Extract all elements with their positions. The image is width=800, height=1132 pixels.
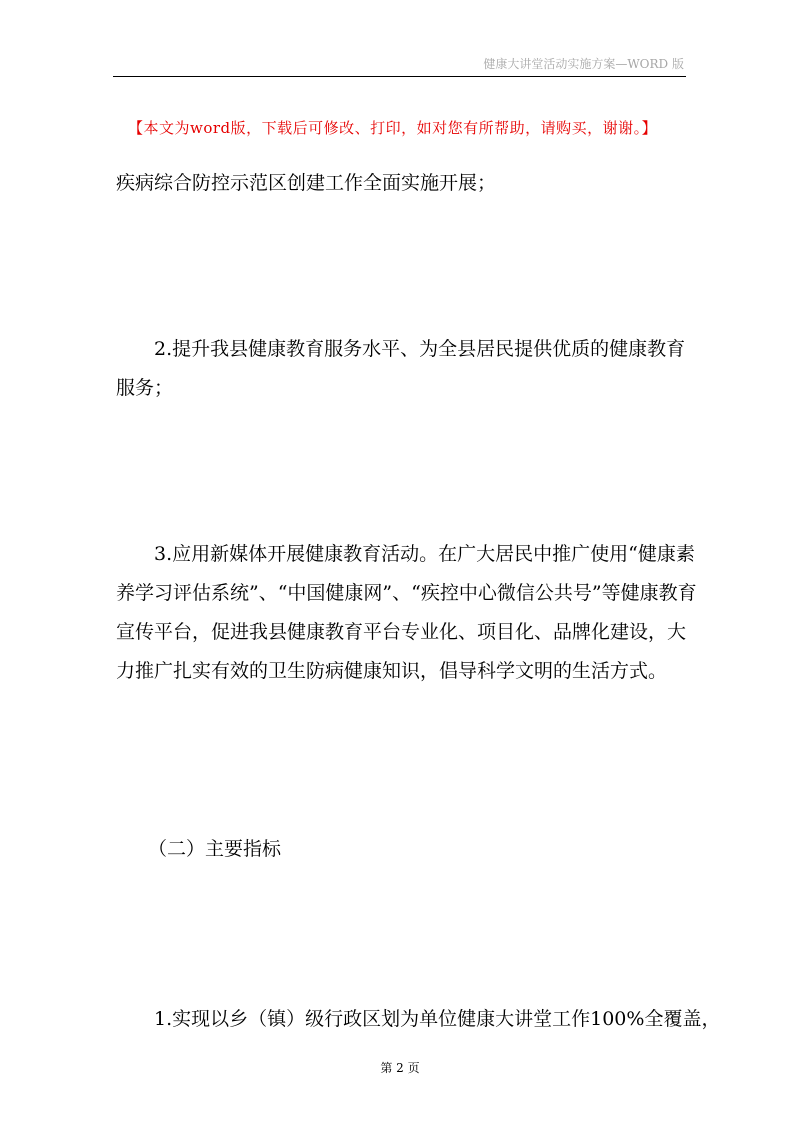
paragraph-2 — [116, 330, 688, 408]
paragraph-line: 养学习评估系统”、“中国健康网”、“疾控中心微信公共号”等健康教育 — [116, 582, 697, 604]
paragraph-line: 3.应用新媒体开展健康教育活动。在广大居民中推广使用“健康素 — [154, 543, 695, 565]
paragraph-line: 服务； — [116, 377, 174, 399]
paragraph-line: 2.提升我县健康教育服务水平、为全县居民提供优质的健康教育 — [154, 338, 686, 360]
heading-text: （二）主要指标 — [148, 838, 282, 860]
section-heading — [148, 830, 720, 869]
download-notice: 【本文为word版，下载后可修改、打印，如对您有所帮助，请购买，谢谢。】 — [128, 119, 658, 137]
header-title: 健康大讲堂活动实施方案—WORD 版 — [483, 57, 684, 71]
paragraph-3 — [116, 535, 697, 691]
paragraph-line: 疾病综合防控示范区创建工作全面实施开展； — [116, 172, 497, 194]
paragraph-1 — [116, 164, 688, 203]
paragraph-5 — [116, 1000, 721, 1039]
paragraph-line: 宣传平台，促进我县健康教育平台专业化、项目化、品牌化建设，大 — [116, 621, 687, 643]
page-header — [113, 52, 686, 77]
paragraph-line: 1.实现以乡（镇）级行政区划为单位健康大讲堂工作100%全覆盖， — [154, 1008, 721, 1030]
paragraph-line: 力推广扎实有效的卫生防病健康知识，倡导科学文明的生活方式。 — [116, 660, 668, 682]
page-number: 第 2 页 — [380, 1061, 420, 1075]
